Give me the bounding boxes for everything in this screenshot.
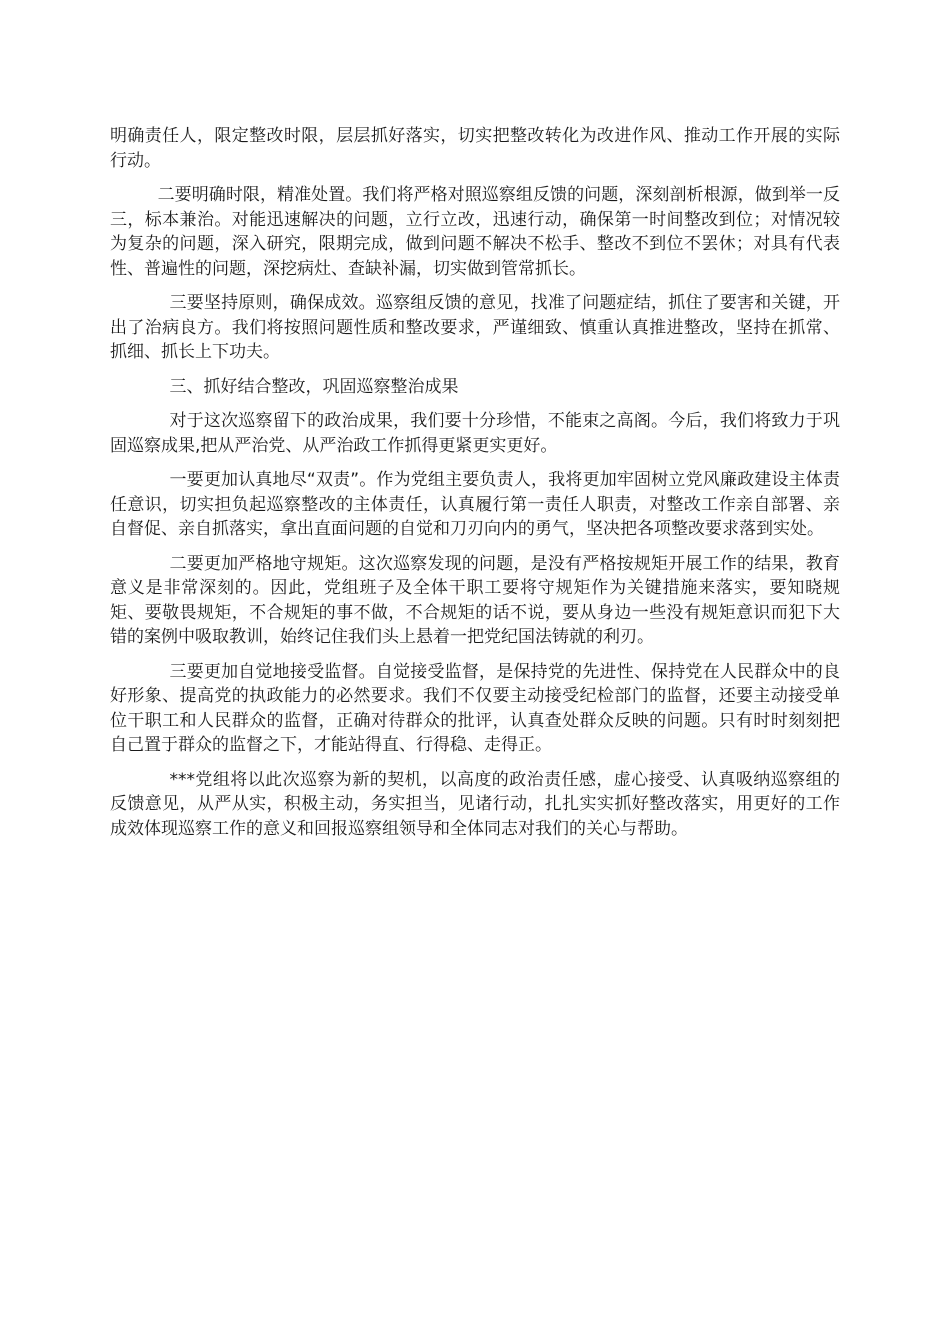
paragraph-deadline: 二要明确时限，精准处置。我们将严格对照巡察组反馈的问题，深刻剖析根源，做到举一反三，标本兼治。对能迅速解决的问题，立行立改，迅速行动，确保第一时间整改到位；对情况较为复杂的问题，深入研究，限期完成，做到问题不解决不松手、整改不到位不罢休；对具有代表性、普遍性的问题，深挖病灶、查缺补漏，切实做到管常抓长。: [110, 185, 840, 279]
paragraph-consolidate: 对于这次巡察留下的政治成果，我们要十分珍惜，不能束之高阁。今后，我们将致力于巩固巡察成果,把从严治党、从严治政工作抓得更紧更实更好。: [110, 411, 840, 456]
section-heading: 三、抓好结合整改，巩固巡察整治成果: [169, 376, 459, 397]
paragraph-supervision: 三要更加自觉地接受监督。自觉接受监督，是保持党的先进性、保持党在人民群众中的良好形象、提高党的执政能力的必然要求。我们不仅要主动接受纪检部门的监督，还要主动接受单位干职工和人民群众的监督，正确对待群众的批评，认真查处群众反映的问题。只有时时刻刻把自己置于群众的监督之下，才能站得直、行得稳、走得正。: [110, 661, 840, 755]
paragraph-rules: 二要更加严格地守规矩。这次巡察发现的问题，是没有严格按规矩开展工作的结果，教育意义是非常深刻的。因此，党组班子及全体干职工要将守规矩作为关键措施来落实，要知晓规矩、要敬畏规矩，不合规矩的事不做，不合规矩的话不说，要从身边一些没有规矩意识而犯下大错的案例中吸取教训，始终记住我们头上悬着一把党纪国法铸就的利刃。: [110, 553, 840, 647]
paragraph-principle: 三要坚持原则，确保成效。巡察组反馈的意见，找准了问题症结，抓住了要害和关键，开出了治病良方。我们将按照问题性质和整改要求，严谨细致、慎重认真推进整改，坚持在抓常、抓细、抓长上下功夫。: [110, 293, 840, 362]
paragraph-conclusion: ***党组将以此次巡察为新的契机，以高度的政治责任感，虚心接受、认真吸纳巡察组的反馈意见，从严从实，积极主动，务实担当，见诸行动，扎扎实实抓好整改落实，用更好的工作成效体现巡察工作的意义和回报巡察组领导和全体同志对我们的关心与帮助。: [110, 769, 840, 839]
document-page: [110, 124, 840, 851]
paragraph-continuation: 明确责任人，限定整改时限，层层抓好落实，切实把整改转化为改进作风、推动工作开展的实际行动。: [110, 126, 840, 171]
paragraph-dual-duty: 一要更加认真地尽“双责”。作为党组主要负责人，我将更加牢固树立党风廉政建设主体责任意识，切实担负起巡察整改的主体责任，认真履行第一责任人职责，对整改工作亲自部署、亲自督促、亲自抓落实，拿出直面问题的自觉和刀刃向内的勇气，坚决把各项整改要求落到实处。: [110, 470, 840, 539]
